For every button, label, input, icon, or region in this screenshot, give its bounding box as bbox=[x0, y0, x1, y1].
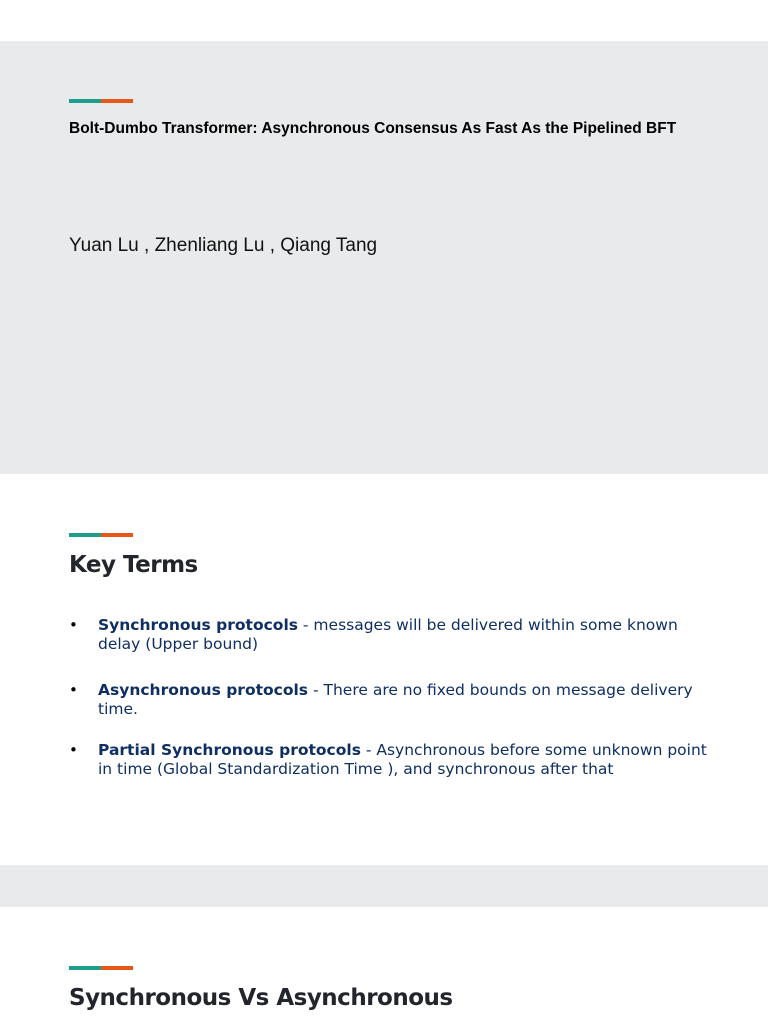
accent-bar bbox=[69, 99, 133, 103]
bullet-icon: • bbox=[69, 741, 78, 759]
slide-heading: Synchronous Vs Asynchronous bbox=[69, 985, 453, 1011]
accent-bar-orange bbox=[101, 533, 133, 537]
accent-bar-teal bbox=[69, 533, 101, 537]
bullet-icon: • bbox=[69, 681, 78, 699]
slide-separator bbox=[0, 865, 768, 907]
accent-bar bbox=[69, 966, 133, 970]
sync-vs-async-slide bbox=[0, 907, 768, 1024]
paper-authors: Yuan Lu , Zhenliang Lu , Qiang Tang bbox=[69, 235, 378, 256]
paper-title: Bolt-Dumbo Transformer: Asynchronous Consensus As Fast As the Pipelined BFT bbox=[69, 120, 677, 137]
term-name: Synchronous protocols bbox=[98, 616, 298, 634]
list-item bbox=[69, 681, 709, 719]
accent-bar bbox=[69, 533, 133, 537]
bullet-icon: • bbox=[69, 616, 78, 634]
accent-bar-teal bbox=[69, 966, 101, 970]
list-item bbox=[69, 741, 709, 779]
accent-bar-teal bbox=[69, 99, 101, 103]
accent-bar-orange bbox=[101, 966, 133, 970]
term-name: Partial Synchronous protocols bbox=[98, 741, 361, 759]
term-definition: - messages will be delivered within some known delay (Upper bound) bbox=[98, 616, 678, 653]
list-item bbox=[69, 616, 709, 654]
title-slide bbox=[0, 41, 768, 474]
slide-heading: Key Terms bbox=[69, 552, 198, 578]
terms-list bbox=[69, 616, 709, 779]
accent-bar-orange bbox=[101, 99, 133, 103]
term-name: Asynchronous protocols bbox=[98, 681, 309, 699]
term-definition: - There are no fixed bounds on message delivery time. bbox=[98, 681, 693, 718]
key-terms-slide bbox=[0, 474, 768, 865]
term-definition: - Asynchronous before some unknown point in time (Global Standardization Time ), and synchronous after that bbox=[98, 741, 707, 778]
